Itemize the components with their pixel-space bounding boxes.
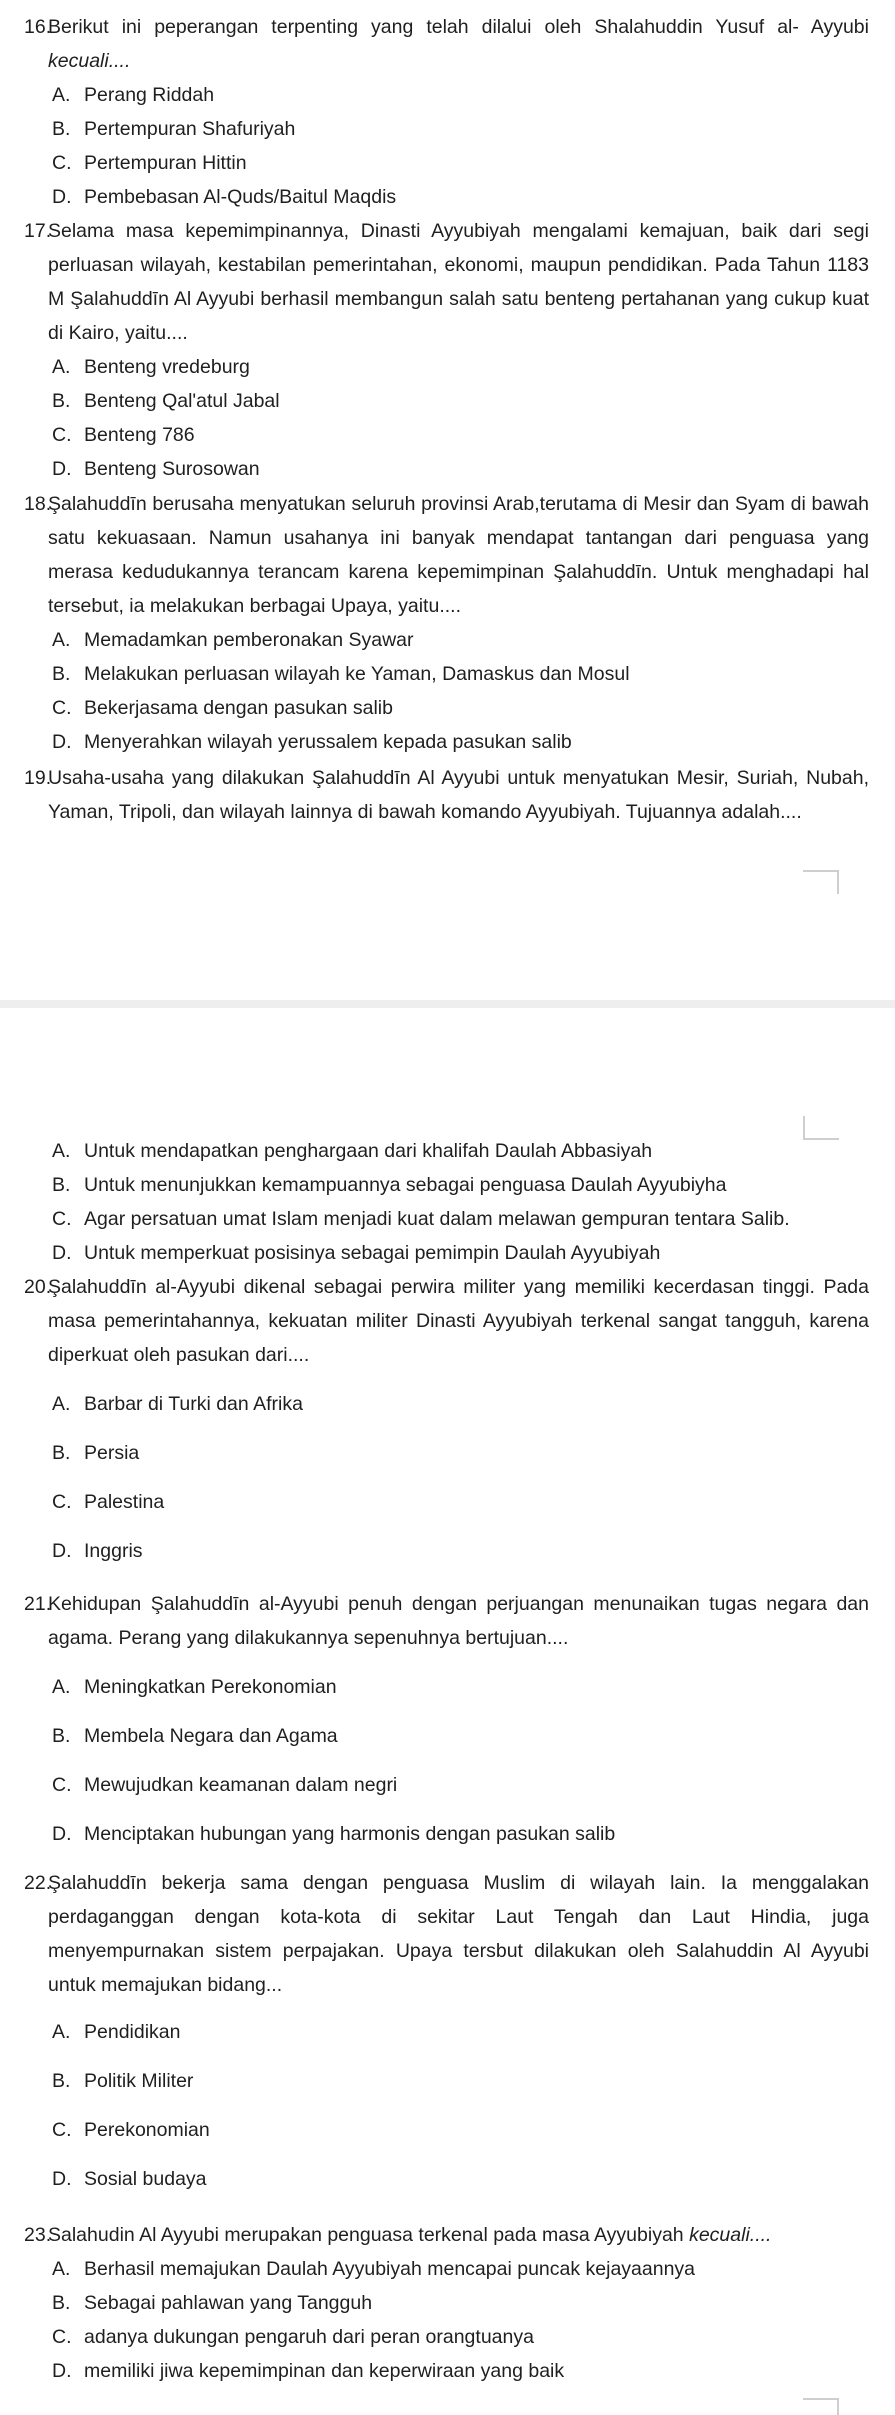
question-stem	[24, 10, 895, 78]
question-17	[0, 214, 895, 486]
option-letter: A.	[52, 1393, 71, 1415]
option-text: Untuk memperkuat posisinya sebagai pemimpin Daulah Ayyubiyah	[84, 1242, 661, 1264]
option-letter: B.	[52, 118, 71, 140]
option-text: adanya dukungan pengaruh dari peran orangtuanya	[84, 2326, 534, 2348]
option-letter: C.	[52, 1491, 72, 1513]
option-text: Pembebasan Al-Quds/Baitul Maqdis	[84, 186, 397, 208]
question-text: Berikut ini peperangan terpenting yang telah dilalui oleh Shalahuddin Yusuf al- Ayyubi	[48, 16, 869, 38]
question-number: 18.	[24, 493, 52, 515]
option-letter: A.	[52, 1140, 71, 1162]
option-d[interactable]	[0, 725, 895, 759]
option-b[interactable]	[0, 384, 895, 418]
question-number: 16.	[24, 16, 52, 38]
option-letter: A.	[52, 1676, 71, 1698]
option-b[interactable]	[0, 2286, 895, 2320]
option-text: Benteng Surosowan	[84, 458, 260, 480]
option-text: Benteng 786	[84, 424, 195, 446]
option-letter: B.	[52, 2070, 71, 2092]
option-c[interactable]	[0, 2320, 895, 2354]
question-20	[0, 1270, 895, 1576]
option-letter: D.	[52, 2168, 72, 2190]
question-number: 17.	[24, 220, 52, 242]
option-text: Menyerahkan wilayah yerussalem kepada pasukan salib	[84, 731, 572, 753]
option-text: Membela Negara dan Agama	[84, 1725, 338, 1747]
option-c[interactable]	[0, 1478, 895, 1527]
option-text: Politik Militer	[84, 2070, 194, 2092]
question-number: 22.	[24, 1872, 52, 1894]
option-text: Memadamkan pemberonakan Syawar	[84, 629, 414, 651]
option-b[interactable]	[0, 112, 895, 146]
option-letter: D.	[52, 2360, 72, 2382]
option-letter: B.	[52, 1725, 71, 1747]
question-number: 20.	[24, 1276, 52, 1298]
option-d[interactable]	[0, 1810, 895, 1859]
option-letter: D.	[52, 186, 72, 208]
option-letter: C.	[52, 2119, 72, 2141]
crop-corner-mark	[803, 870, 839, 894]
option-letter: C.	[52, 424, 72, 446]
question-text: Kehidupan Şalahuddīn al-Ayyubi penuh dengan perjuangan menunaikan tugas negara dan agama. Perang yang dilakukannya sepenuhnya bertujuan....	[48, 1593, 869, 1649]
option-letter: C.	[52, 697, 72, 719]
question-text: Salahudin Al Ayyubi merupakan penguasa terkenal pada masa Ayyubiyah	[48, 2224, 684, 2246]
option-d[interactable]	[0, 2155, 895, 2204]
option-d[interactable]	[0, 1236, 895, 1270]
question-stem	[24, 2218, 895, 2252]
option-text: Meningkatkan Perekonomian	[84, 1676, 337, 1698]
option-text: Melakukan perluasan wilayah ke Yaman, Damaskus dan Mosul	[84, 663, 630, 685]
option-text: Untuk menunjukkan kemampuannya sebagai penguasa Daulah Ayyubiyha	[84, 1174, 727, 1196]
option-letter: A.	[52, 2258, 71, 2280]
option-text: Palestina	[84, 1491, 165, 1513]
question-stem	[24, 214, 895, 350]
question-stem	[24, 761, 895, 829]
question-23	[0, 2218, 895, 2388]
option-letter: B.	[52, 663, 71, 685]
option-text: Pertempuran Hittin	[84, 152, 247, 174]
option-text: Mewujudkan keamanan dalam negri	[84, 1774, 398, 1796]
option-text: Berhasil memajukan Daulah Ayyubiyah mencapai puncak kejayaannya	[84, 2258, 696, 2280]
option-letter: B.	[52, 2292, 71, 2314]
question-16	[0, 10, 895, 214]
option-c[interactable]	[0, 1202, 895, 1236]
option-letter: A.	[52, 84, 71, 106]
option-text: Pendidikan	[84, 2021, 181, 2043]
option-letter: C.	[52, 152, 72, 174]
page-gap-divider	[0, 1000, 895, 1008]
option-text: Benteng vredeburg	[84, 356, 250, 378]
question-22	[0, 1866, 895, 2204]
question-text: Şalahuddīn bekerja sama dengan penguasa Muslim di wilayah lain. Ia menggalakan perdaganggan dengan kota-kota di sekitar Laut Tengah dan Laut Hindia, juga menyempurnakan sistem perpajakan. Upaya tersbut dilakukan oleh Salahuddin Al Ayyubi untuk memajukan bidang...	[48, 1872, 869, 1996]
option-c[interactable]	[0, 1761, 895, 1810]
option-text: Untuk mendapatkan penghargaan dari khalifah Daulah Abbasiyah	[84, 1140, 653, 1162]
option-a[interactable]	[0, 2252, 895, 2286]
option-text: Inggris	[84, 1540, 143, 1562]
option-b[interactable]	[0, 657, 895, 691]
option-letter: C.	[52, 2326, 72, 2348]
option-letter: B.	[52, 1174, 71, 1196]
question-text: Usaha-usaha yang dilakukan Şalahuddīn Al Ayyubi untuk menyatukan Mesir, Suriah, Nubah, Yaman, Tripoli, dan wilayah lainnya di bawah komando Ayyubiyah. Tujuannya adalah....	[48, 767, 869, 823]
option-text: Bekerjasama dengan pasukan salib	[84, 697, 393, 719]
option-d[interactable]	[0, 1527, 895, 1576]
option-text: Perang Riddah	[84, 84, 215, 106]
option-c[interactable]	[0, 2106, 895, 2155]
question-stem	[24, 487, 895, 623]
question-stem	[24, 1270, 895, 1372]
option-letter: C.	[52, 1208, 72, 1230]
question-number: 23.	[24, 2224, 52, 2246]
option-text: Agar persatuan umat Islam menjadi kuat dalam melawan gempuran tentara Salib.	[84, 1208, 790, 1230]
option-letter: D.	[52, 1823, 72, 1845]
question-text-italic: kecuali....	[689, 2224, 772, 2246]
option-b[interactable]	[0, 1712, 895, 1761]
question-21	[0, 1587, 895, 1859]
question-text: Şalahuddīn al-Ayyubi dikenal sebagai perwira militer yang memiliki kecerdasan tinggi. Pada masa pemerintahannya, kekuatan militer Dinasti Ayyubiyah terkenal sangat tangguh, karena diperkuat oleh pasukan dari....	[48, 1276, 869, 1366]
option-c[interactable]	[0, 691, 895, 725]
option-c[interactable]	[0, 418, 895, 452]
question-19	[0, 761, 895, 829]
option-text: memiliki jiwa kepemimpinan dan keperwiraan yang baik	[84, 2360, 565, 2382]
option-text: Perekonomian	[84, 2119, 210, 2141]
option-letter: A.	[52, 356, 71, 378]
option-b[interactable]	[0, 1429, 895, 1478]
option-text: Benteng Qal'atul Jabal	[84, 390, 280, 412]
question-text-italic: kecuali....	[48, 50, 131, 72]
option-a[interactable]	[0, 1380, 895, 1429]
option-text: Barbar di Turki dan Afrika	[84, 1393, 303, 1415]
option-letter: D.	[52, 1540, 72, 1562]
option-letter: A.	[52, 2021, 71, 2043]
option-a[interactable]	[0, 78, 895, 112]
option-text: Pertempuran Shafuriyah	[84, 118, 296, 140]
option-letter: B.	[52, 1442, 71, 1464]
option-text: Sebagai pahlawan yang Tangguh	[84, 2292, 373, 2314]
option-b[interactable]	[0, 1168, 895, 1202]
question-18	[0, 487, 895, 759]
question-stem	[24, 1587, 895, 1655]
option-a[interactable]	[0, 1663, 895, 1712]
option-d[interactable]	[0, 452, 895, 486]
option-a[interactable]	[0, 1134, 895, 1168]
question-text: Şalahuddīn berusaha menyatukan seluruh provinsi Arab,terutama di Mesir dan Syam di bawah satu kekuasaan. Namun usahanya ini banyak mendapat tantangan dari penguasa yang merasa kedudukannya terancam karena kepemimpinan Şalahuddīn. Untuk menghadapi hal tersebut, ia melakukan berbagai Upaya, yaitu....	[48, 493, 869, 617]
option-b[interactable]	[0, 2057, 895, 2106]
question-19-options	[0, 1134, 895, 1270]
option-text: Menciptakan hubungan yang harmonis dengan pasukan salib	[84, 1823, 616, 1845]
question-number: 19.	[24, 767, 52, 789]
option-a[interactable]	[0, 350, 895, 384]
question-text: Selama masa kepemimpinannya, Dinasti Ayyubiyah mengalami kemajuan, baik dari segi perluasan wilayah, kestabilan pemerintahan, ekonomi, maupun pendidikan. Pada Tahun 1183 M Şalahuddīn Al Ayyubi berhasil membangun salah satu benteng pertahanan yang cukup kuat di Kairo, yaitu....	[48, 220, 869, 344]
crop-corner-mark	[803, 2398, 839, 2415]
option-letter: C.	[52, 1774, 72, 1796]
option-d[interactable]	[0, 180, 895, 214]
option-letter: D.	[52, 458, 72, 480]
option-a[interactable]	[0, 2008, 895, 2057]
option-letter: D.	[52, 1242, 72, 1264]
option-letter: B.	[52, 390, 71, 412]
option-text: Persia	[84, 1442, 140, 1464]
option-a[interactable]	[0, 623, 895, 657]
option-letter: A.	[52, 629, 71, 651]
option-text: Sosial budaya	[84, 2168, 207, 2190]
option-letter: D.	[52, 731, 72, 753]
question-stem	[24, 1866, 895, 2002]
option-c[interactable]	[0, 146, 895, 180]
option-d[interactable]	[0, 2354, 895, 2388]
question-number: 21.	[24, 1593, 52, 1615]
